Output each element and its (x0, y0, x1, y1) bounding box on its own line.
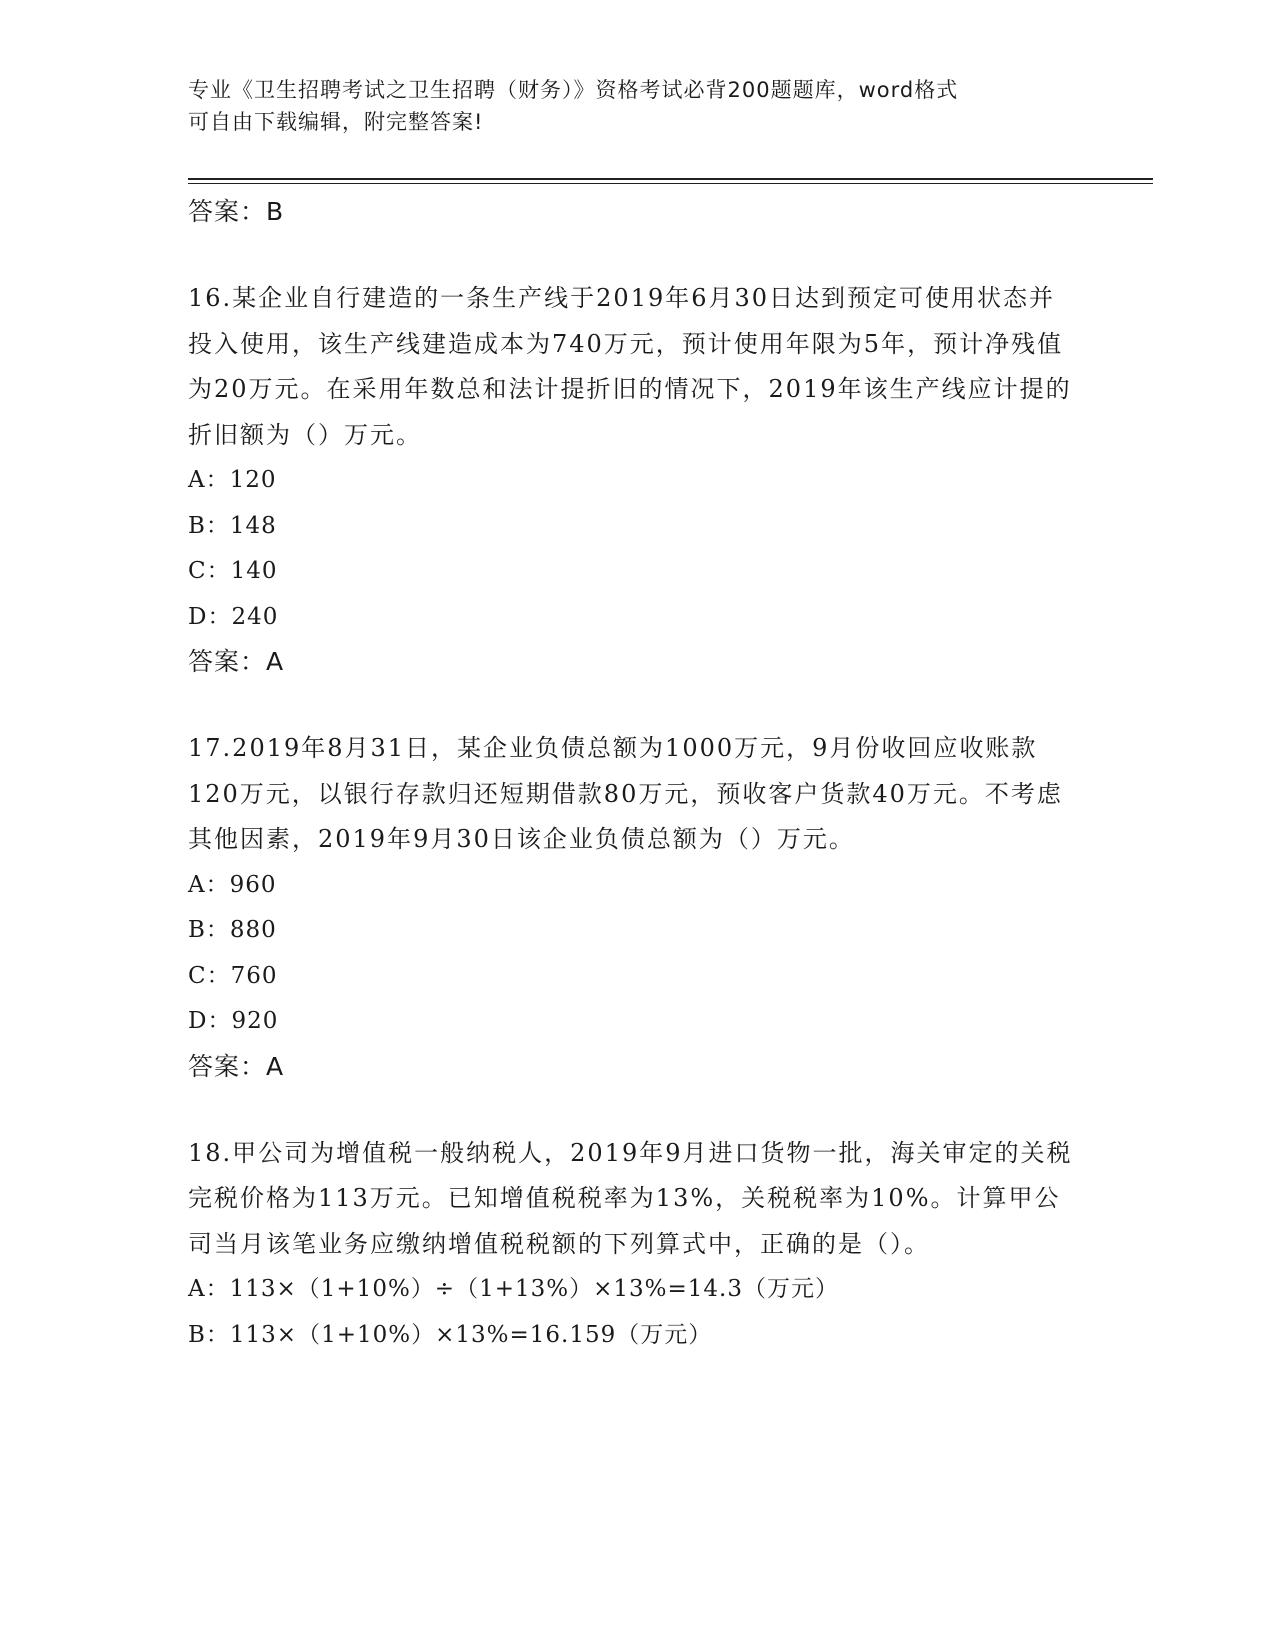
answer-label: 答案：B (188, 197, 285, 226)
option-c: C：760 (188, 962, 278, 989)
question-text: 18.甲公司为增值税一般纳税人，2019年9月进口货物一批，海关审定的关税完税价格为113万元。已知增值税税率为13%，关税税率为10%。计算甲公司当月该笔业务应缴纳增值税税额的下列算式中，正确的是（）。 (188, 1138, 1073, 1258)
document-body (188, 190, 1088, 1358)
answer-label: 答案：A (188, 1051, 285, 1081)
option-b: B：880 (188, 917, 277, 943)
document-header (188, 74, 1068, 138)
header-divider-thin (188, 183, 1153, 184)
answer-label: 答案：A (188, 647, 285, 676)
header-line-2: 可自由下载编辑，附完整答案! (188, 110, 484, 134)
option-d: D：920 (188, 1008, 279, 1034)
option-a: A：113×（1+10%）÷（1+13%）×13%=14.3（万元） (188, 1276, 839, 1302)
header-line-1: 专业《卫生招聘考试之卫生招聘（财务）》资格考试必背200题题库，word格式 (188, 78, 959, 102)
option-b: B：148 (188, 512, 277, 539)
question-text: 17.2019年8月31日，某企业负债总额为1000万元，9月份收回应收账款120万元，以银行存款归还短期借款80万元，预收客户货款40万元。不考虑其他因素，2019年9月30日该企业负债总额为（）万元。 (188, 734, 1063, 853)
question-block (188, 726, 1088, 1089)
header-divider-thick (188, 178, 1153, 180)
option-d: D：240 (188, 603, 279, 630)
question-block (188, 276, 1088, 684)
option-c: C：140 (188, 558, 278, 584)
option-a: A：120 (188, 467, 277, 493)
question-text: 16.某企业自行建造的一条生产线于2019年6月30日达到预定可使用状态并投入使用，该生产线建造成本为740万元，预计使用年限为5年，预计净残值为20万元。在采用年数总和法计提折旧的情况下，2019年该生产线应计提的折旧额为（）万元。 (188, 284, 1072, 449)
option-a: A：960 (188, 871, 277, 898)
question-block (188, 1131, 1088, 1359)
option-b: B：113×（1+10%）×13%=16.159（万元） (188, 1321, 713, 1348)
